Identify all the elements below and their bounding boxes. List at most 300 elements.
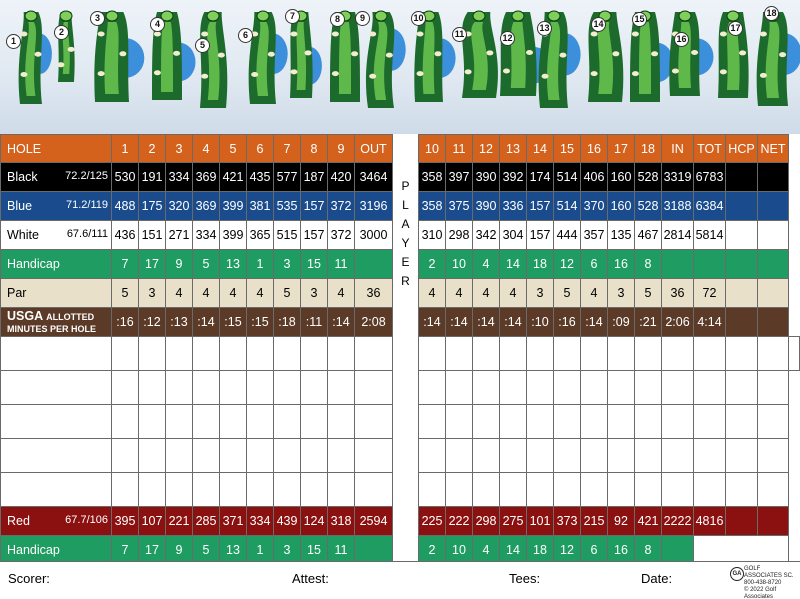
- handicap-cell: 5: [193, 250, 220, 279]
- score-entry-cell[interactable]: [694, 439, 726, 473]
- score-entry-cell[interactable]: [139, 337, 166, 371]
- out-total: 3196: [355, 192, 393, 221]
- player-column-gap: [393, 405, 419, 439]
- in-total: 3319: [662, 163, 694, 192]
- score-entry-cell[interactable]: [473, 473, 500, 507]
- score-entry-cell[interactable]: [635, 371, 662, 405]
- score-entry-cell[interactable]: [274, 473, 301, 507]
- net-cell: [758, 192, 789, 221]
- net-header: NET: [758, 135, 789, 163]
- score-entry-cell[interactable]: [758, 337, 789, 371]
- par-tot: 72: [694, 279, 726, 308]
- score-entry-cell[interactable]: [166, 439, 193, 473]
- sand-bunker: [503, 68, 510, 73]
- yardage-cell: 439: [274, 507, 301, 536]
- date-label: Date:: [641, 571, 673, 586]
- handicap-cell: 13: [220, 250, 247, 279]
- yardage-cell: 334: [166, 163, 193, 192]
- green: [679, 11, 691, 21]
- score-entry-cell[interactable]: [419, 405, 446, 439]
- yardage-cell: 371: [220, 507, 247, 536]
- out-total: 3464: [355, 163, 393, 192]
- score-entry-cell[interactable]: [473, 439, 500, 473]
- handicap-cell: 1: [247, 250, 274, 279]
- handicap-cell: 8: [635, 536, 662, 565]
- yardage-cell: 225: [419, 507, 446, 536]
- score-entry-cell[interactable]: [554, 405, 581, 439]
- yardage-cell: 174: [527, 163, 554, 192]
- hcp-cell: [726, 308, 758, 337]
- score-entry-cell[interactable]: [726, 473, 758, 507]
- score-entry-cell[interactable]: [328, 439, 355, 473]
- green: [512, 11, 524, 21]
- score-entry-cell[interactable]: [662, 473, 694, 507]
- white-tee-label: [1, 221, 112, 250]
- golf-associates-logo: [730, 565, 798, 597]
- score-entry-cell[interactable]: [473, 371, 500, 405]
- player-letter: E: [401, 254, 410, 269]
- handicap-cell: 14: [500, 536, 527, 565]
- score-entry-cell[interactable]: [419, 439, 446, 473]
- handicap-cell: 15: [301, 536, 328, 565]
- score-entry-cell[interactable]: [247, 371, 274, 405]
- score-entry-cell[interactable]: [581, 439, 608, 473]
- score-entry-cell[interactable]: [301, 405, 328, 439]
- yardage-cell: 399: [220, 221, 247, 250]
- score-entry-cell[interactable]: [274, 371, 301, 405]
- score-entry-cell[interactable]: [500, 473, 527, 507]
- hole-number-marker: 13: [537, 21, 552, 36]
- score-entry-cell[interactable]: [554, 371, 581, 405]
- player-letter: Y: [401, 235, 410, 250]
- pace-cell: :16: [554, 308, 581, 337]
- player-letter: L: [402, 197, 409, 212]
- score-entry-cell[interactable]: [608, 473, 635, 507]
- yardage-cell: 157: [301, 192, 328, 221]
- score-entry-cell[interactable]: [274, 439, 301, 473]
- yardage-cell: 530: [112, 163, 139, 192]
- total: 6384: [694, 192, 726, 221]
- score-entry-cell[interactable]: [554, 439, 581, 473]
- hole-number-cell: 1: [112, 135, 139, 163]
- score-entry-cell[interactable]: [1, 405, 112, 439]
- sand-bunker: [651, 51, 658, 56]
- hole-number-marker: 3: [90, 11, 105, 26]
- score-entry-cell[interactable]: [694, 337, 726, 371]
- score-entry-cell[interactable]: [193, 405, 220, 439]
- yardage-cell: 175: [139, 192, 166, 221]
- handicap-cell: 12: [554, 250, 581, 279]
- score-entry-cell[interactable]: [1, 371, 112, 405]
- score-entry-cell[interactable]: [166, 371, 193, 405]
- handicap-cell: 16: [608, 536, 635, 565]
- score-entry-cell[interactable]: [112, 405, 139, 439]
- green: [727, 11, 739, 21]
- score-entry-cell[interactable]: [694, 371, 726, 405]
- score-entry-cell[interactable]: [500, 439, 527, 473]
- score-entry-cell[interactable]: [554, 473, 581, 507]
- score-entry-cell[interactable]: [473, 405, 500, 439]
- yardage-cell: 298: [446, 221, 473, 250]
- score-entry-cell[interactable]: [726, 405, 758, 439]
- yardage-cell: 187: [301, 163, 328, 192]
- score-entry-cell[interactable]: [662, 405, 694, 439]
- handicap-cell: 13: [220, 536, 247, 565]
- green: [60, 11, 72, 21]
- score-entry-cell[interactable]: [446, 371, 473, 405]
- sand-bunker: [119, 51, 126, 56]
- hcp-header: HCP: [726, 135, 758, 163]
- hole-number-cell: 18: [635, 135, 662, 163]
- handicap-cell: 6: [581, 536, 608, 565]
- hole-number-marker: 16: [674, 32, 689, 47]
- net-cell: [758, 308, 789, 337]
- hole-number-marker: 8: [330, 12, 345, 27]
- score-entry-cell[interactable]: [166, 405, 193, 439]
- score-entry-cell[interactable]: [139, 405, 166, 439]
- sand-bunker: [98, 71, 105, 76]
- score-entry-cell[interactable]: [694, 405, 726, 439]
- yardage-cell: 310: [419, 221, 446, 250]
- green: [25, 11, 37, 21]
- score-entry-cell[interactable]: [726, 337, 758, 371]
- score-entry-cell[interactable]: [694, 473, 726, 507]
- score-entry-cell[interactable]: [726, 371, 758, 405]
- yardage-cell: 435: [247, 163, 274, 192]
- score-entry-cell[interactable]: [581, 371, 608, 405]
- sand-bunker: [369, 74, 376, 79]
- score-entry-cell[interactable]: [581, 473, 608, 507]
- yardage-cell: 444: [554, 221, 581, 250]
- yardage-cell: 334: [193, 221, 220, 250]
- out-header: OUT: [355, 135, 393, 163]
- score-entry-cell[interactable]: [247, 405, 274, 439]
- sand-bunker: [57, 62, 64, 67]
- score-entry-cell[interactable]: [274, 405, 301, 439]
- player-score-row: [1, 405, 800, 439]
- pace-cell: :14: [500, 308, 527, 337]
- yardage-cell: 365: [247, 221, 274, 250]
- score-entry-cell[interactable]: [635, 405, 662, 439]
- hole-number-marker: 10: [411, 11, 426, 26]
- score-entry-cell[interactable]: [220, 439, 247, 473]
- score-entry-cell[interactable]: [758, 439, 789, 473]
- yardage-cell: 399: [220, 192, 247, 221]
- yardage-cell: 304: [500, 221, 527, 250]
- yardage-cell: 157: [527, 221, 554, 250]
- pace-cell: :18: [274, 308, 301, 337]
- yardage-cell: 342: [473, 221, 500, 250]
- sand-bunker: [332, 71, 339, 76]
- red-tee-row: [1, 507, 800, 536]
- yardage-cell: 395: [112, 507, 139, 536]
- score-entry-cell[interactable]: [301, 473, 328, 507]
- yardage-cell: 160: [608, 163, 635, 192]
- in-total: 2814: [662, 221, 694, 250]
- sand-bunker: [173, 51, 180, 56]
- score-entry-cell[interactable]: [500, 337, 527, 371]
- green: [473, 11, 485, 21]
- score-entry-cell[interactable]: [608, 405, 635, 439]
- net-cell: [758, 221, 789, 250]
- black-tee-label: [1, 163, 112, 192]
- yardage-cell: 467: [635, 221, 662, 250]
- player-score-row: [1, 473, 800, 507]
- score-entry-cell[interactable]: [608, 337, 635, 371]
- blue-tee-name: Blue: [7, 199, 33, 213]
- pace-cell: :16: [112, 308, 139, 337]
- fairway-stripe: [339, 22, 351, 94]
- score-entry-cell[interactable]: [112, 473, 139, 507]
- score-entry-cell[interactable]: [581, 337, 608, 371]
- sand-bunker: [691, 50, 698, 55]
- score-entry-cell[interactable]: [1, 439, 112, 473]
- score-entry-cell[interactable]: [355, 439, 393, 473]
- score-entry-cell[interactable]: [758, 405, 789, 439]
- tot-header: TOT: [694, 135, 726, 163]
- yardage-cell: 436: [112, 221, 139, 250]
- logo-line-3: © 2022 Golf Associates: [744, 587, 777, 599]
- scorer-label: Scorer:: [8, 571, 50, 586]
- score-entry-cell[interactable]: [608, 439, 635, 473]
- handicap-cell: 15: [301, 250, 328, 279]
- score-entry-cell[interactable]: [758, 473, 789, 507]
- yardage-cell: 336: [500, 192, 527, 221]
- red-tee-label: [1, 507, 112, 536]
- score-entry-cell[interactable]: [635, 473, 662, 507]
- par-cell: 3: [301, 279, 328, 308]
- yardage-cell: 320: [166, 192, 193, 221]
- score-entry-cell[interactable]: [274, 337, 301, 371]
- handicap-cell: 3: [274, 536, 301, 565]
- hole-number-marker: 2: [54, 25, 69, 40]
- player-column-gap: [393, 507, 419, 536]
- yardage-cell: 318: [328, 507, 355, 536]
- white-tee-name: White: [7, 228, 39, 242]
- yardage-cell: 515: [274, 221, 301, 250]
- score-entry-cell[interactable]: [1, 473, 112, 507]
- score-entry-cell[interactable]: [662, 439, 694, 473]
- score-entry-cell[interactable]: [446, 337, 473, 371]
- hole-number-marker: 12: [500, 31, 515, 46]
- sand-bunker: [591, 71, 598, 76]
- score-entry-cell[interactable]: [446, 439, 473, 473]
- handicap-tot: [694, 250, 726, 279]
- handicap-cell: 9: [166, 250, 193, 279]
- par-cell: 4: [473, 279, 500, 308]
- pace-cell: :10: [527, 308, 554, 337]
- score-entry-cell[interactable]: [139, 473, 166, 507]
- yardage-cell: 528: [635, 163, 662, 192]
- yardage-cell: 369: [193, 192, 220, 221]
- score-entry-cell[interactable]: [726, 439, 758, 473]
- sand-bunker: [154, 70, 161, 75]
- pace-in: 2:06: [662, 308, 694, 337]
- handicap-cell: 14: [500, 250, 527, 279]
- par-in: 36: [662, 279, 694, 308]
- score-entry-cell[interactable]: [193, 439, 220, 473]
- score-entry-cell[interactable]: [112, 371, 139, 405]
- yardage-cell: 390: [473, 192, 500, 221]
- sand-bunker: [760, 73, 767, 78]
- sand-bunker: [779, 52, 786, 57]
- score-entry-cell[interactable]: [301, 337, 328, 371]
- pace-cell: :13: [166, 308, 193, 337]
- yardage-cell: 421: [635, 507, 662, 536]
- score-entry-cell[interactable]: [139, 371, 166, 405]
- player-column-gap: [393, 371, 419, 405]
- score-entry-cell[interactable]: [247, 439, 274, 473]
- par-cell: 4: [220, 279, 247, 308]
- score-entry-cell[interactable]: [527, 337, 554, 371]
- score-entry-cell[interactable]: [662, 371, 694, 405]
- score-entry-cell[interactable]: [220, 337, 247, 371]
- hole-number-marker: 6: [238, 28, 253, 43]
- score-entry-cell[interactable]: [662, 337, 694, 371]
- player-score-row: [1, 371, 800, 405]
- score-entry-cell[interactable]: [355, 371, 393, 405]
- score-entry-cell[interactable]: [635, 439, 662, 473]
- score-entry-cell[interactable]: [527, 405, 554, 439]
- sand-bunker: [417, 71, 424, 76]
- score-entry-cell[interactable]: [419, 473, 446, 507]
- score-entry-cell[interactable]: [247, 337, 274, 371]
- net-cell: [758, 507, 789, 536]
- yardage-cell: 372: [328, 221, 355, 250]
- sand-bunker: [351, 51, 358, 56]
- white-rating-slope: 67.6/111: [66, 228, 108, 240]
- par-cell: 4: [166, 279, 193, 308]
- score-entry-cell[interactable]: [220, 405, 247, 439]
- sand-bunker: [218, 53, 225, 58]
- yardage-cell: 215: [581, 507, 608, 536]
- score-entry-cell[interactable]: [581, 405, 608, 439]
- score-entry-cell[interactable]: [419, 371, 446, 405]
- score-entry-cell[interactable]: [608, 371, 635, 405]
- score-entry-cell[interactable]: [193, 371, 220, 405]
- score-entry-cell[interactable]: [355, 405, 393, 439]
- red-rating-slope: 67.7/106: [65, 514, 108, 526]
- score-entry-cell[interactable]: [139, 439, 166, 473]
- handicap-cell: 3: [274, 250, 301, 279]
- handicap-label: Handicap: [1, 250, 112, 279]
- score-entry-cell[interactable]: [328, 405, 355, 439]
- score-entry-cell[interactable]: [166, 473, 193, 507]
- player-letter: A: [401, 216, 410, 231]
- score-entry-cell[interactable]: [166, 337, 193, 371]
- pace-cell: :14: [193, 308, 220, 337]
- score-entry-cell[interactable]: [328, 337, 355, 371]
- handicap-cell: 11: [328, 536, 355, 565]
- score-entry-cell[interactable]: [193, 337, 220, 371]
- red-tee-name: Red: [7, 514, 30, 528]
- sand-bunker: [386, 53, 393, 58]
- yardage-cell: 151: [139, 221, 166, 250]
- pace-cell: :21: [635, 308, 662, 337]
- player-column-gap: [393, 439, 419, 473]
- par-cell: 5: [554, 279, 581, 308]
- logo-line-1: GOLF ASSOCIATES SC.: [744, 566, 794, 579]
- score-entry-cell[interactable]: [635, 337, 662, 371]
- sand-bunker: [201, 74, 208, 79]
- sand-bunker: [632, 71, 639, 76]
- handicap-cell: 18: [527, 536, 554, 565]
- score-entry-cell[interactable]: [758, 371, 789, 405]
- green: [207, 11, 219, 21]
- yardage-cell: 372: [328, 192, 355, 221]
- hole-number-cell: 3: [166, 135, 193, 163]
- score-entry-cell[interactable]: [247, 473, 274, 507]
- handicap-label: Handicap: [1, 536, 112, 565]
- score-entry-cell[interactable]: [500, 371, 527, 405]
- par-cell: 3: [139, 279, 166, 308]
- score-entry-cell[interactable]: [473, 337, 500, 371]
- hole-number-cell: 5: [220, 135, 247, 163]
- hole-number-cell: 7: [274, 135, 301, 163]
- yardage-cell: 514: [554, 163, 581, 192]
- score-entry-cell[interactable]: [328, 473, 355, 507]
- handicap-cell: 18: [527, 250, 554, 279]
- score-entry-cell[interactable]: [446, 473, 473, 507]
- score-entry-cell[interactable]: [301, 439, 328, 473]
- yardage-cell: 157: [301, 221, 328, 250]
- attest-label: Attest:: [292, 571, 329, 586]
- hole-header-label: HOLE: [1, 135, 112, 163]
- yardage-cell: 357: [581, 221, 608, 250]
- par-cell: 4: [500, 279, 527, 308]
- green: [548, 11, 560, 21]
- score-entry-cell[interactable]: [355, 337, 393, 371]
- score-entry-cell[interactable]: [193, 473, 220, 507]
- score-entry-cell[interactable]: [527, 371, 554, 405]
- score-entry-cell[interactable]: [220, 371, 247, 405]
- yardage-cell: 421: [220, 163, 247, 192]
- handicap-cell: 6: [581, 250, 608, 279]
- green: [257, 11, 269, 21]
- usga-label-line2: MINUTES PER HOLE: [7, 323, 97, 334]
- logo-mark: GA: [730, 567, 744, 581]
- score-entry-cell[interactable]: [789, 337, 800, 371]
- score-entry-cell[interactable]: [554, 337, 581, 371]
- hole-header-row: [1, 135, 800, 163]
- score-entry-cell[interactable]: [112, 337, 139, 371]
- yardage-cell: 191: [139, 163, 166, 192]
- score-entry-cell[interactable]: [527, 439, 554, 473]
- score-entry-cell[interactable]: [500, 405, 527, 439]
- score-entry-cell[interactable]: [446, 405, 473, 439]
- sand-bunker: [290, 69, 297, 74]
- score-entry-cell[interactable]: [527, 473, 554, 507]
- score-entry-cell[interactable]: [1, 337, 112, 371]
- hole-number-marker: 7: [285, 9, 300, 24]
- score-entry-cell[interactable]: [301, 371, 328, 405]
- score-entry-cell[interactable]: [112, 439, 139, 473]
- score-table: [0, 134, 800, 565]
- yardage-cell: 514: [554, 192, 581, 221]
- score-entry-cell[interactable]: [355, 473, 393, 507]
- handicap-cell: 16: [608, 250, 635, 279]
- pace-out: 2:08: [355, 308, 393, 337]
- sand-bunker: [154, 32, 161, 37]
- pace-cell: :14: [328, 308, 355, 337]
- score-entry-cell[interactable]: [220, 473, 247, 507]
- pace-cell: :14: [473, 308, 500, 337]
- hole-layouts-strip: [0, 0, 800, 134]
- score-entry-cell[interactable]: [328, 371, 355, 405]
- net-cell: [758, 163, 789, 192]
- hole-number-cell: 14: [527, 135, 554, 163]
- hole-number-cell: 11: [446, 135, 473, 163]
